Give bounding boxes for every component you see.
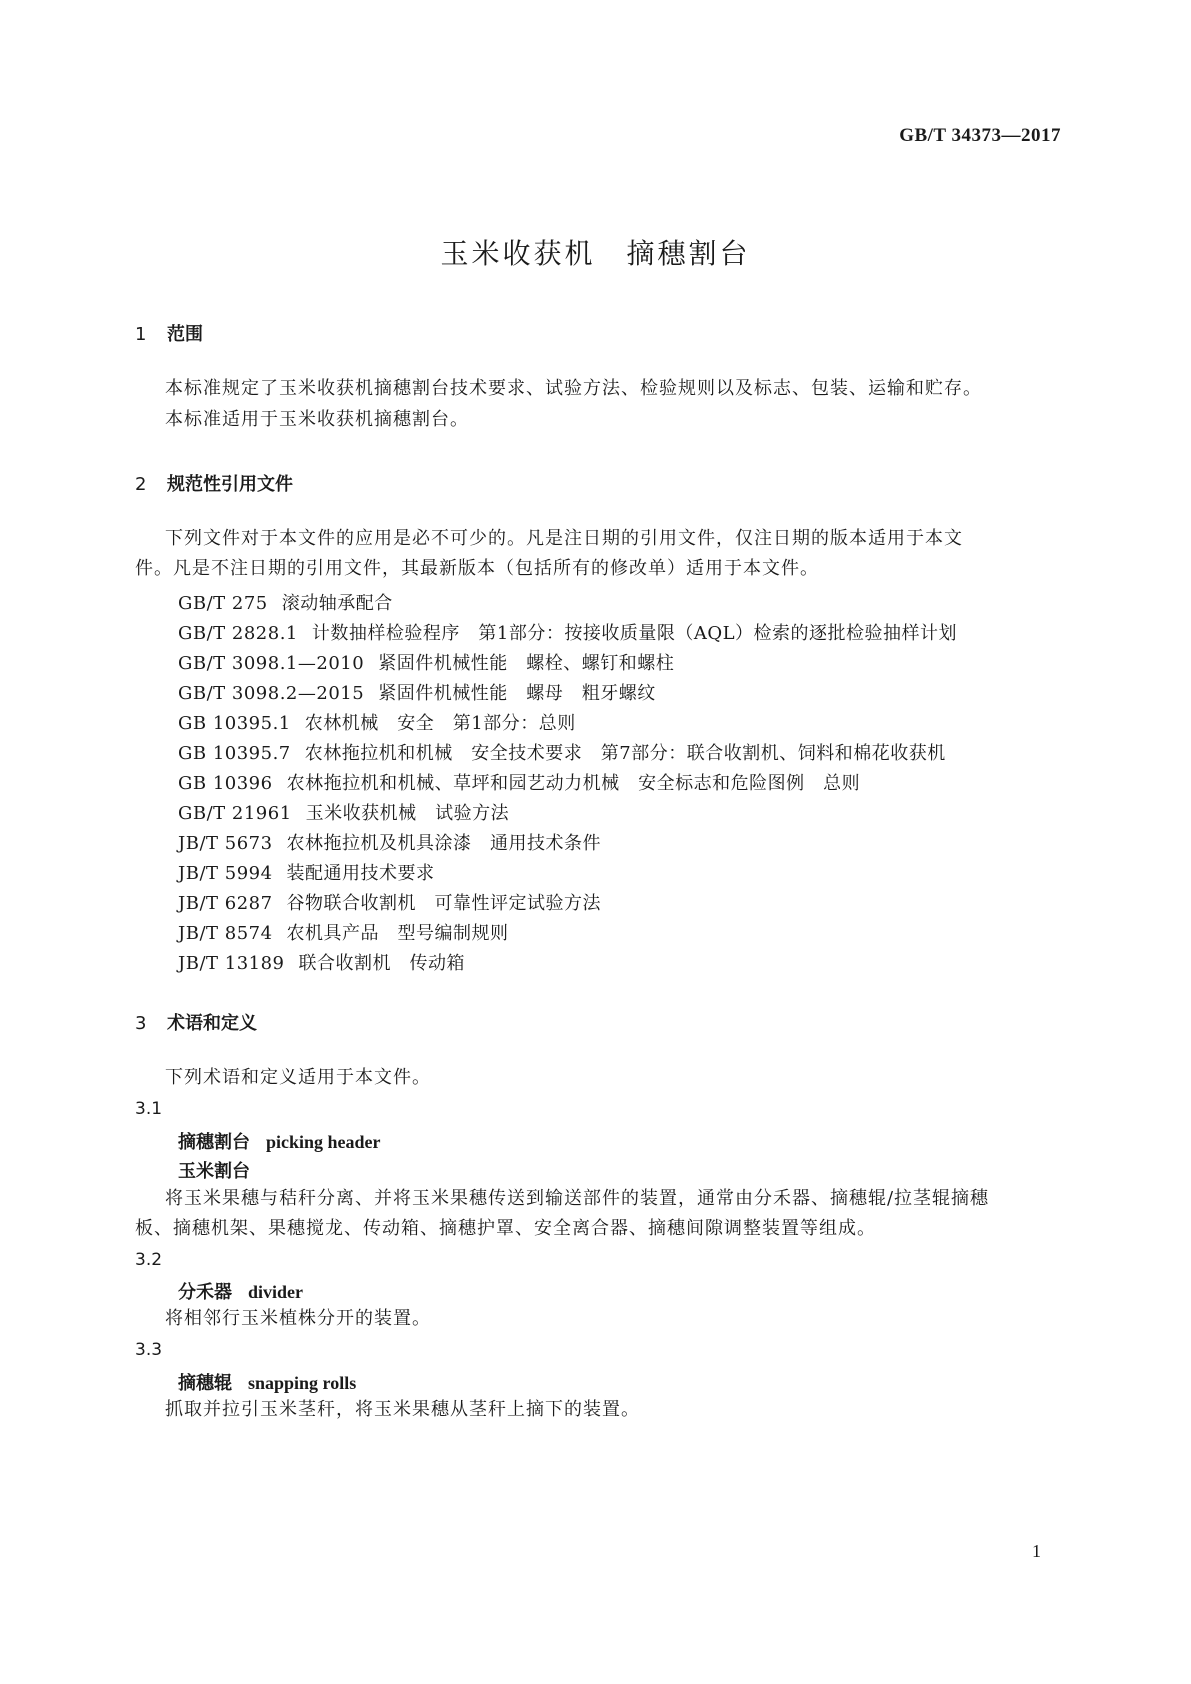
paragraph: 下列术语和定义适用于本文件。 — [165, 1067, 431, 1088]
term-alternate-name: 玉米割台 — [178, 1161, 250, 1182]
reference-title: 计数抽样检验程序 第1部分：按接收质量限（AQL）检索的逐批检验抽样计划 — [311, 623, 958, 644]
term-name — [178, 1369, 356, 1395]
section-title: 术语和定义 — [167, 1013, 257, 1034]
paragraph: 下列文件对于本文件的应用是必不可少的。凡是注日期的引用文件，仅注日期的版本适用于本文 — [165, 528, 963, 549]
reference-code: JB/T 5673 — [178, 833, 273, 854]
reference-title: 联合收割机 传动箱 — [298, 953, 465, 974]
reference-title: 农机具产品 型号编制规则 — [286, 923, 509, 944]
reference-title: 农林机械 安全 第1部分：总则 — [304, 713, 576, 734]
reference-code: GB/T 2828.1 — [178, 623, 298, 644]
reference-title: 谷物联合收割机 可靠性评定试验方法 — [286, 893, 602, 914]
section-number: 2 — [135, 474, 147, 495]
reference-code: GB/T 3098.1—2010 — [178, 653, 365, 674]
reference-item — [178, 949, 465, 975]
reference-title: 玉米收获机械 试验方法 — [305, 803, 510, 824]
reference-title: 紧固件机械性能 螺母 粗牙螺纹 — [378, 683, 656, 704]
reference-item — [178, 829, 601, 855]
term-number: 3.2 — [135, 1250, 163, 1270]
term-en: snapping rolls — [248, 1373, 357, 1393]
reference-title: 农林拖拉机和机械、草坪和园艺动力机械 安全标志和危险图例 总则 — [286, 773, 861, 794]
document-title: 玉米收获机 摘穗割台 — [440, 237, 751, 270]
reference-code: GB/T 275 — [178, 593, 268, 614]
reference-title: 装配通用技术要求 — [286, 863, 435, 884]
paragraph: 本标准适用于玉米收获机摘穗割台。 — [165, 409, 469, 430]
reference-title: 滚动轴承配合 — [281, 593, 393, 614]
reference-item — [178, 739, 946, 765]
section-number: 3 — [135, 1013, 147, 1034]
reference-code: GB 10396 — [178, 773, 273, 794]
reference-item — [178, 649, 674, 675]
page-number: 1 — [1032, 1541, 1041, 1561]
term-name — [178, 1278, 303, 1304]
term-en: divider — [248, 1282, 304, 1302]
section-3-heading — [135, 1009, 257, 1035]
term-zh: 摘穗割台 — [178, 1132, 250, 1153]
reference-item — [178, 919, 509, 945]
reference-code: GB/T 21961 — [178, 803, 292, 824]
reference-title: 农林拖拉机及机具涂漆 通用技术条件 — [286, 833, 602, 854]
paragraph: 件。凡是不注日期的引用文件，其最新版本（包括所有的修改单）适用于本文件。 — [135, 558, 819, 579]
reference-item — [178, 769, 860, 795]
standard-code: GB/T 34373—2017 — [899, 125, 1061, 146]
paragraph: 本标准规定了玉米收获机摘穗割台技术要求、试验方法、检验规则以及标志、包装、运输和贮存。 — [165, 378, 982, 399]
reference-item — [178, 799, 509, 825]
reference-item — [178, 859, 435, 885]
reference-title: 农林拖拉机和机械 安全技术要求 第7部分：联合收割机、饲料和棉花收获机 — [304, 743, 946, 764]
reference-item — [178, 589, 393, 615]
reference-code: JB/T 8574 — [178, 923, 273, 944]
term-number: 3.3 — [135, 1340, 163, 1360]
reference-code: JB/T 5994 — [178, 863, 273, 884]
reference-item — [178, 889, 601, 915]
term-definition: 板、摘穗机架、果穗搅龙、传动箱、摘穗护罩、安全离合器、摘穗间隙调整装置等组成。 — [135, 1218, 876, 1239]
reference-item — [178, 709, 576, 735]
reference-code: JB/T 6287 — [178, 893, 273, 914]
reference-code: GB/T 3098.2—2015 — [178, 683, 365, 704]
term-name — [178, 1128, 381, 1154]
term-definition: 抓取并拉引玉米茎秆，将玉米果穗从茎秆上摘下的装置。 — [165, 1399, 640, 1420]
reference-code: GB 10395.1 — [178, 713, 291, 734]
term-number: 3.1 — [135, 1099, 163, 1119]
section-1-heading — [135, 320, 203, 346]
section-title: 规范性引用文件 — [167, 474, 293, 495]
term-zh: 分禾器 — [178, 1282, 232, 1303]
reference-item — [178, 679, 656, 705]
section-title: 范围 — [167, 324, 203, 345]
term-definition: 将相邻行玉米植株分开的装置。 — [165, 1308, 431, 1329]
term-definition: 将玉米果穗与秸秆分离、并将玉米果穗传送到输送部件的装置，通常由分禾器、摘穗辊/拉茎辊摘穗 — [165, 1188, 990, 1209]
reference-item — [178, 619, 957, 645]
reference-code: JB/T 13189 — [178, 953, 285, 974]
reference-code: GB 10395.7 — [178, 743, 291, 764]
section-2-heading — [135, 470, 293, 496]
term-en: picking header — [266, 1132, 381, 1152]
term-zh: 摘穗辊 — [178, 1373, 232, 1394]
reference-title: 紧固件机械性能 螺栓、螺钉和螺柱 — [378, 653, 675, 674]
section-number: 1 — [135, 324, 147, 345]
